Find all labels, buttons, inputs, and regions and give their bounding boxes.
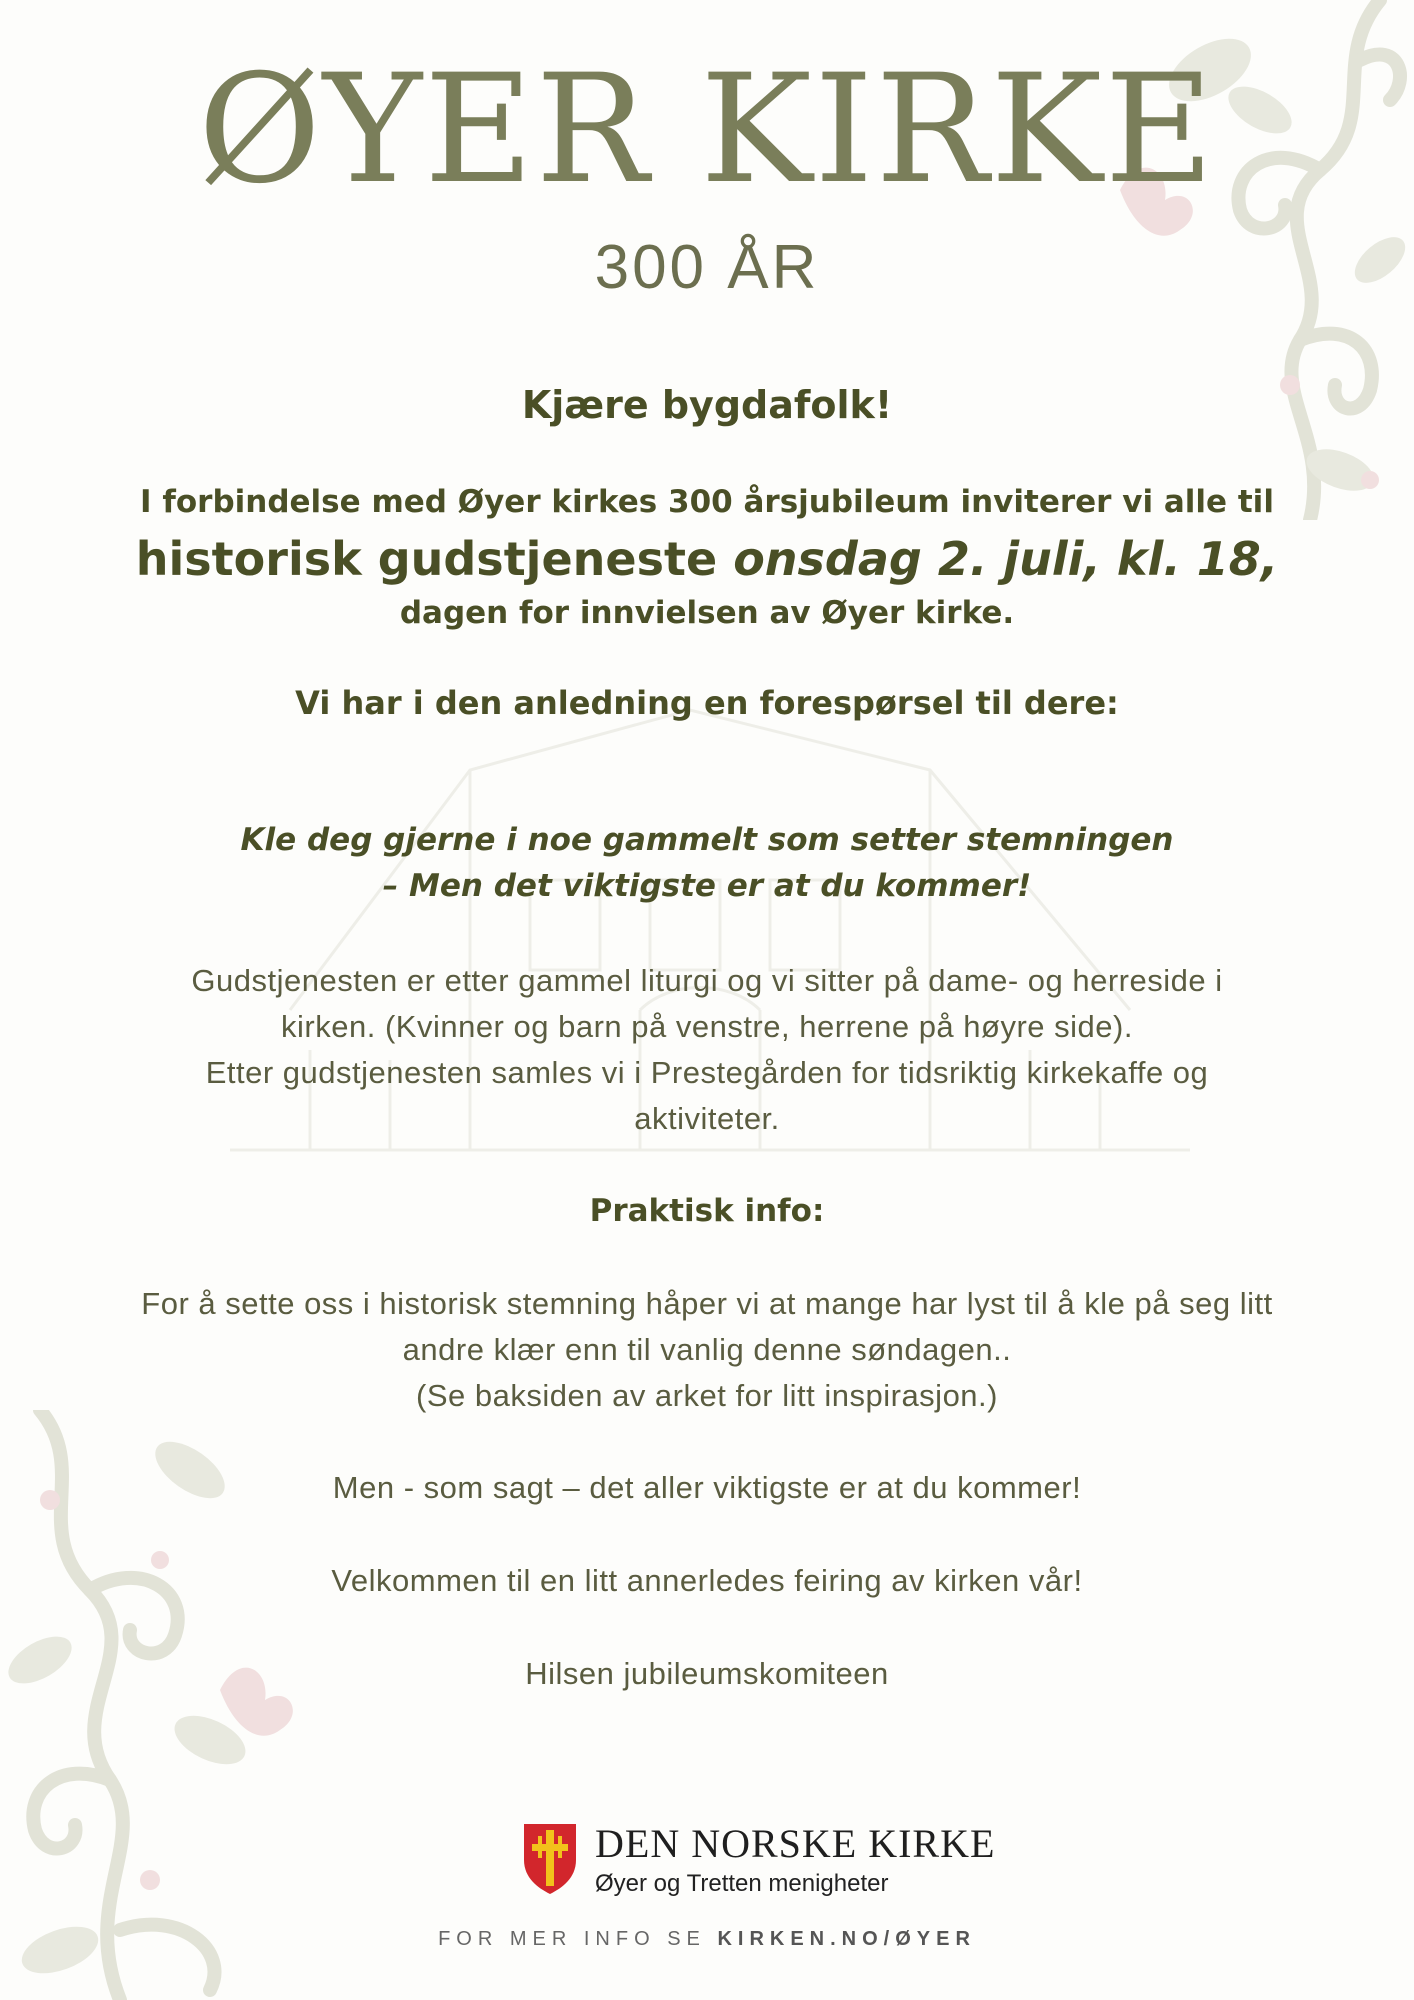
logo-organization-name: DEN NORSKE KIRKE [595, 1821, 996, 1866]
invitation-event: historisk gudstjeneste [135, 532, 734, 586]
dress-line-2: – Men det viktigste er at du kommer! [382, 868, 1032, 904]
footer-info [0, 1928, 1414, 1951]
logo-parish-name: Øyer og Tretten menigheter [595, 1870, 889, 1897]
signature-line: Hilsen jubileumskomiteen [525, 1656, 889, 1691]
invitation-date: onsdag 2. juli, kl. 18, [733, 532, 1279, 586]
page-title: ØYER KIRKE [198, 43, 1216, 217]
invitation-line-2 [0, 532, 1414, 586]
request-heading: Vi har i den anledning en forespørsel til dere: [295, 684, 1119, 722]
practical-info-line: (Se baksiden av arket for litt inspirasjon.) [416, 1378, 998, 1413]
practical-info-line: andre klær enn til vanlig denne søndagen.. [402, 1332, 1012, 1367]
service-info-line: aktiviteter. [634, 1101, 780, 1136]
practical-heading: Praktisk info: [589, 1193, 825, 1229]
dress-line-1: Kle deg gjerne i noe gammelt som setter stemningen [240, 822, 1174, 858]
page-subtitle: 300 ÅR [594, 233, 820, 302]
practical-info-line: For å sette oss i historisk stemning håper vi at mange har lyst til å kle på seg litt [141, 1286, 1273, 1321]
service-info-line: kirken. (Kvinner og barn på venstre, herrene på høyre side). [281, 1009, 1133, 1044]
welcome-line: Velkommen til en litt annerledes feiring av kirken vår! [331, 1563, 1083, 1598]
church-shield-icon [520, 1820, 580, 1896]
church-logo [520, 1820, 996, 1910]
reminder-line: Men - som sagt – det aller viktigste er at du kommer! [332, 1470, 1082, 1505]
invitation-line-1: I forbindelse med Øyer kirkes 300 årsjubileum inviterer vi alle til [140, 484, 1274, 520]
invitation-line-3: dagen for innvielsen av Øyer kirke. [399, 595, 1015, 631]
footer-link[interactable]: KIRKEN.NO/ØYER [717, 1928, 976, 1950]
service-info-line: Etter gudstjenesten samles vi i Prestegården for tidsriktig kirkekaffe og [205, 1055, 1209, 1090]
footer-prefix: FOR MER INFO SE [438, 1928, 718, 1950]
service-info-line: Gudstjenesten er etter gammel liturgi og vi sitter på dame- og herreside i [191, 963, 1223, 998]
greeting: Kjære bygdafolk! [521, 383, 893, 427]
